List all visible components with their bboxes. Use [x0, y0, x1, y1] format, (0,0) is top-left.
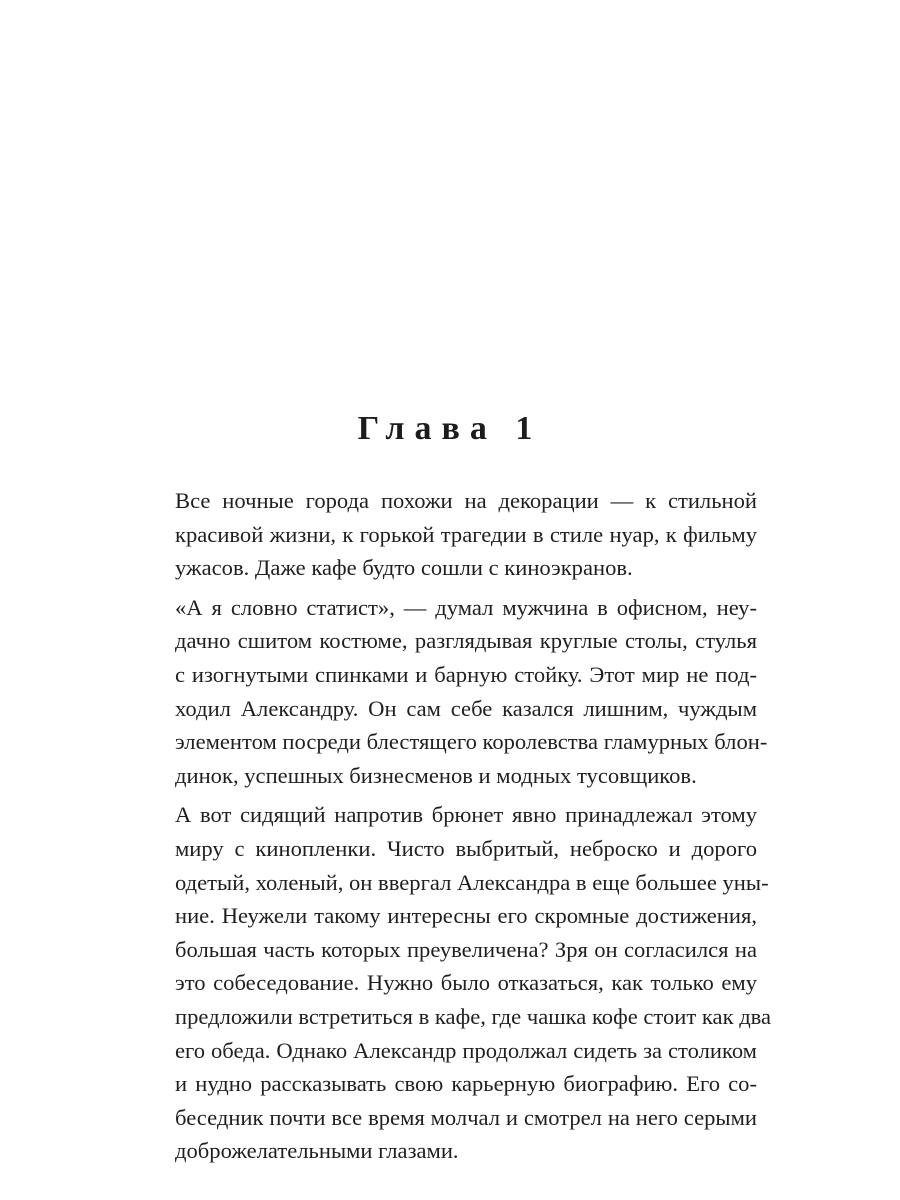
- chapter-title: Глава 1: [357, 410, 543, 447]
- text-line: с изогнутыми спинками и барную стойку. Этот мир не под-: [175, 661, 757, 687]
- paragraph: [175, 798, 772, 1168]
- text-line: ходил Александру. Он сам себе казался лишним, чуждым: [175, 695, 757, 721]
- text-line: элементом посреди блестящего королевства гламурных блон-: [175, 729, 768, 755]
- text-line: «А я словно статист», — думал мужчина в офисном, неу-: [175, 594, 757, 620]
- paragraph: [175, 484, 757, 585]
- text-line: это собеседование. Нужно было отказаться, как только ему: [175, 970, 757, 996]
- text-line: предложили встретиться в кафе, где чашка кофе стоит как два: [175, 1003, 772, 1029]
- text-line: одетый, холеный, он ввергал Александра в еще большее уны-: [175, 869, 769, 895]
- chapter-body: [175, 484, 772, 1168]
- text-line: ние. Неужели такому интересны его скромные достижения,: [175, 903, 757, 929]
- text-line: доброжелательными глазами.: [175, 1138, 459, 1164]
- text-line: Все ночные города похожи на декорации — к стильной: [175, 488, 757, 513]
- text-line: большая часть которых преувеличена? Зря он согласился на: [175, 936, 757, 962]
- text-line: красивой жизни, к горькой трагедии в стиле нуар, к фильму: [175, 521, 757, 547]
- text-line: А вот сидящий напротив брюнет явно принадлежал этому: [175, 802, 757, 828]
- paragraph: [175, 591, 768, 793]
- text-line: дачно сшитом костюме, разглядывая круглые столы, стулья: [175, 628, 757, 654]
- text-line: миру с кинопленки. Чисто выбритый, неброско и дорого: [175, 835, 757, 861]
- text-line: его обеда. Однако Александр продолжал сидеть за столиком: [175, 1037, 757, 1063]
- text-line: беседник почти все время молчал и смотрел на него серыми: [175, 1104, 757, 1130]
- text-line: динок, успешных бизнесменов и модных тусовщиков.: [175, 762, 697, 788]
- text-line: и нудно рассказывать свою карьерную биографию. Его со-: [175, 1071, 757, 1097]
- text-line: ужасов. Даже кафе будто сошли с киноэкранов.: [175, 555, 633, 581]
